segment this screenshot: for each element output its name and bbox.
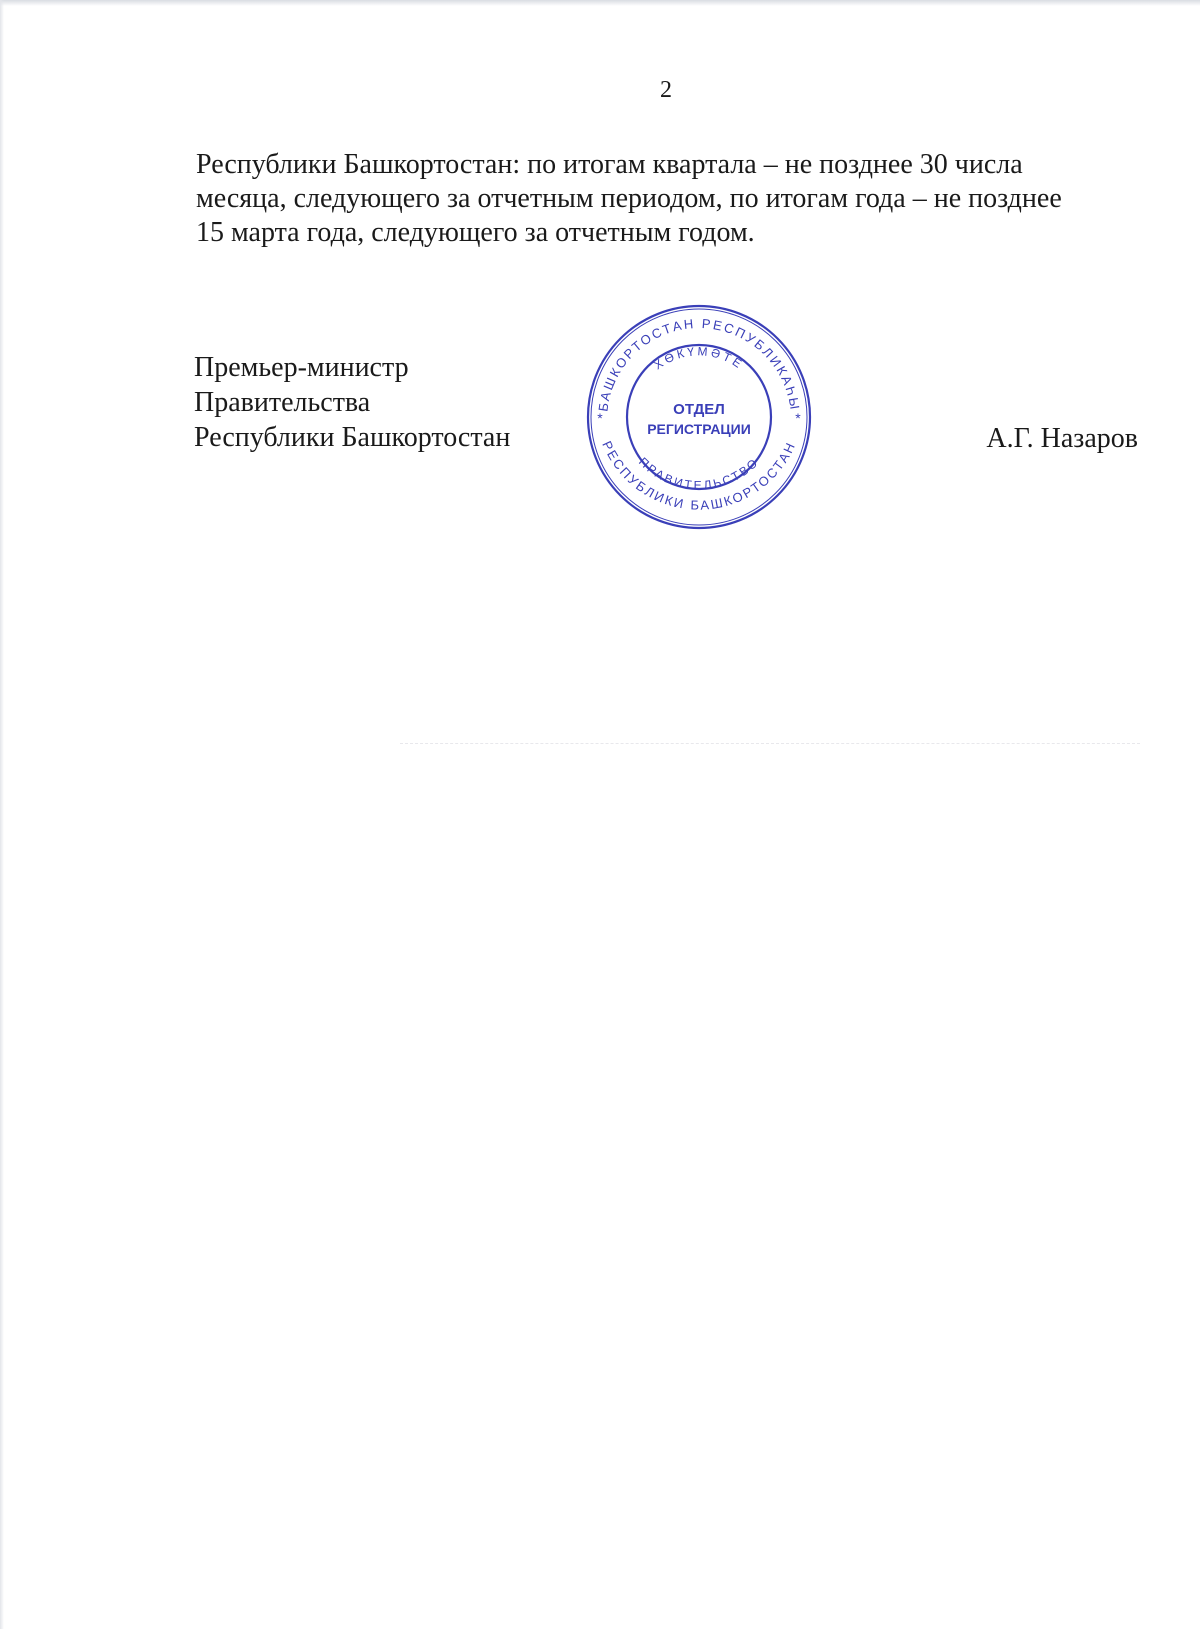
seal-outer-top-text: БАШКОРТОСТАН РЕСПУБЛИКАҺЫ <box>595 315 803 413</box>
signatory-title-line: Премьер-министр <box>194 352 409 383</box>
seal-inner-bottom-text: ПРАВИТЕЛЬСТВО <box>636 454 762 493</box>
page-number: 2 <box>660 77 672 103</box>
seal-outer-bottom-text: РЕСПУБЛИКИ БАШКОРТОСТАН <box>599 438 799 513</box>
seal-inner-top-text: ХӨКҮМӘТЕ <box>651 344 747 373</box>
signatory-title-line: Правительства <box>194 387 371 418</box>
scan-artifact-line <box>400 743 1140 744</box>
seal-center-line-1: ОТДЕЛ <box>673 401 725 418</box>
signatory-name: А.Г. Назаров <box>986 423 1138 454</box>
signatory-title <box>194 350 510 455</box>
official-seal <box>584 302 814 532</box>
scan-edge-left <box>0 0 4 1629</box>
seal-center-line-2: РЕГИСТРАЦИИ <box>647 421 751 437</box>
paragraph-line: Республики Башкортостан: по итогам квартала – не позднее 30 числа <box>196 149 1023 180</box>
scan-edge-top <box>0 0 1200 6</box>
signatory-title-line: Республики Башкортостан <box>194 422 511 453</box>
paragraph-line: 15 марта года, следующего за отчетным годом. <box>196 217 755 248</box>
seal-star-left-icon: * <box>597 410 603 426</box>
seal-star-right-icon: * <box>795 410 801 426</box>
seal-graphic <box>584 302 814 532</box>
paragraph-line: месяца, следующего за отчетным периодом, по итогам года – не позднее <box>196 183 1062 214</box>
body-paragraph <box>196 148 1142 250</box>
